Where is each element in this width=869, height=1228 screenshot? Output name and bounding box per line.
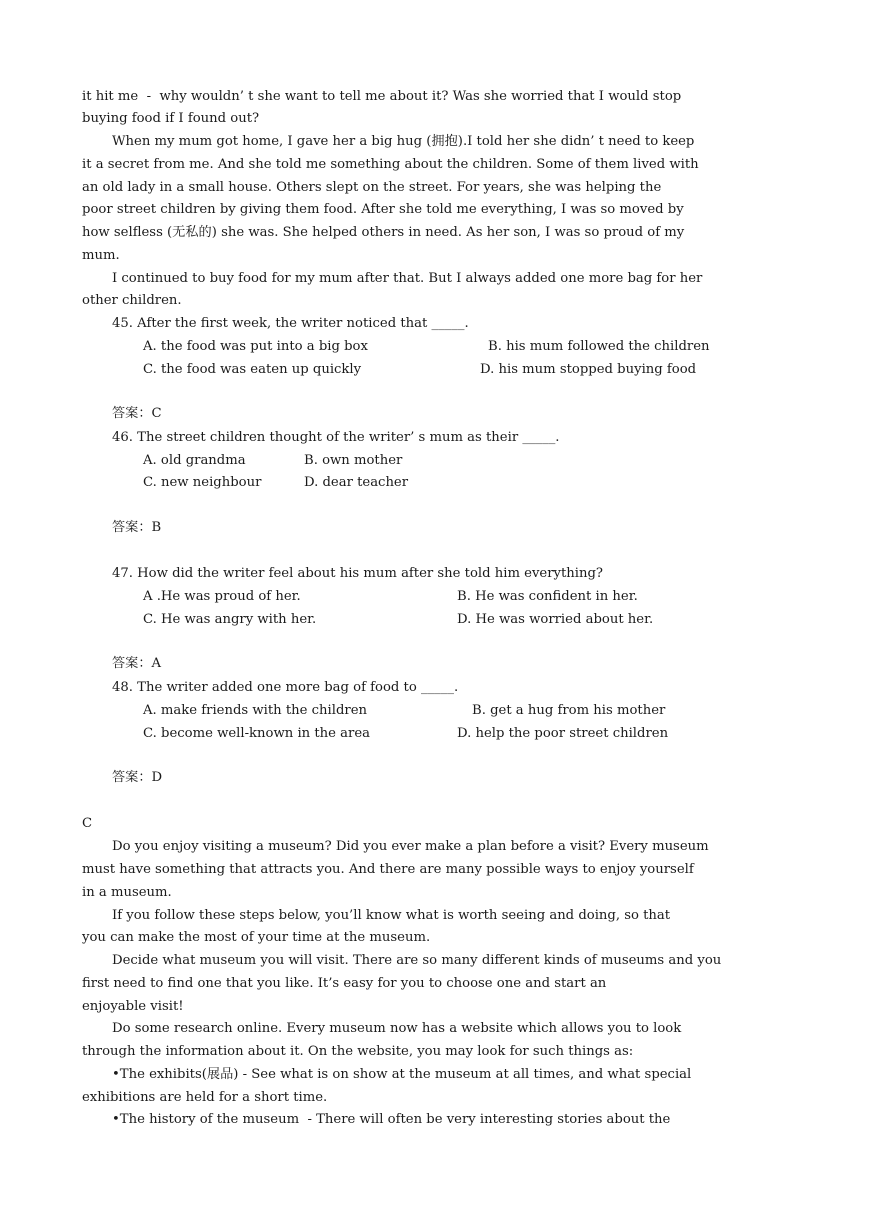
option-a: A. make friends with the children bbox=[143, 703, 368, 718]
passage-line: I continued to buy food for my mum after that. But I always added one more bag for her bbox=[112, 271, 703, 286]
option-b: B. He was confident in her. bbox=[457, 589, 638, 604]
passage-line: how selfless (无私的) she was. She helped others in need. As her son, I was so proud of my bbox=[82, 225, 685, 240]
passage-line: other children. bbox=[82, 293, 182, 308]
option-c: C. He was angry with her. bbox=[143, 612, 317, 627]
question-stem: 45. After the first week, the writer noticed that _____. bbox=[112, 316, 469, 331]
option-c: C. become well-known in the area bbox=[143, 726, 370, 741]
answer-label: 答案：D bbox=[112, 770, 163, 785]
passage-line: it hit me - why wouldn’ t she want to tell me about it? Was she worried that I would stop bbox=[82, 89, 682, 104]
option-a: A. the food was put into a big box bbox=[143, 339, 368, 354]
passage-line: you can make the most of your time at the museum. bbox=[82, 930, 431, 945]
passage-line: it a secret from me. And she told me something about the children. Some of them lived with bbox=[82, 157, 699, 172]
option-d: D. help the poor street children bbox=[457, 726, 669, 741]
passage-line: Do some research online. Every museum now has a website which allows you to look bbox=[112, 1021, 682, 1036]
option-d: D. his mum stopped buying food bbox=[480, 362, 697, 377]
passage-line: in a museum. bbox=[82, 885, 172, 900]
option-b: B. own mother bbox=[304, 453, 403, 468]
option-c: C. new neighbour bbox=[143, 475, 262, 490]
option-d: D. dear teacher bbox=[304, 475, 409, 490]
answer-label: 答案：A bbox=[112, 656, 162, 671]
section-heading: C bbox=[82, 816, 93, 831]
option-a: A. old grandma bbox=[143, 453, 246, 468]
answer-label: 答案：C bbox=[112, 406, 162, 421]
passage-line: mum. bbox=[82, 248, 120, 263]
option-b: B. his mum followed the children bbox=[488, 339, 710, 354]
question-stem: 48. The writer added one more bag of food to _____. bbox=[112, 680, 459, 695]
option-a: A .He was proud of her. bbox=[143, 589, 301, 604]
passage-line: Do you enjoy visiting a museum? Did you ever make a plan before a visit? Every museum bbox=[112, 839, 709, 854]
passage-line: must have something that attracts you. And there are many possible ways to enjoy yourself bbox=[82, 862, 694, 877]
passage-line: If you follow these steps below, you’ll know what is worth seeing and doing, so that bbox=[112, 908, 671, 923]
question-stem: 47. How did the writer feel about his mum after she told him everything? bbox=[112, 566, 603, 581]
passage-line: poor street children by giving them food. After she told me everything, I was so moved by bbox=[82, 202, 684, 217]
option-d: D. He was worried about her. bbox=[457, 612, 654, 627]
passage-line: •The history of the museum - There will often be very interesting stories about the bbox=[112, 1112, 671, 1127]
passage-line: When my mum got home, I gave her a big hug (拥抱).I told her she didn’ t need to keep bbox=[112, 134, 695, 149]
answer-label: 答案：B bbox=[112, 520, 162, 535]
passage-line: through the information about it. On the website, you may look for such things as: bbox=[82, 1044, 634, 1059]
passage-line: exhibitions are held for a short time. bbox=[82, 1090, 328, 1105]
passage-line: Decide what museum you will visit. There are so many different kinds of museums and you bbox=[112, 953, 722, 968]
question-stem: 46. The street children thought of the writer’ s mum as their _____. bbox=[112, 430, 560, 445]
option-b: B. get a hug from his mother bbox=[472, 703, 666, 718]
option-c: C. the food was eaten up quickly bbox=[143, 362, 362, 377]
passage-line: buying food if I found out? bbox=[82, 111, 260, 126]
passage-line: •The exhibits(展品) - See what is on show at the museum at all times, and what special bbox=[112, 1067, 692, 1082]
passage-line: first need to find one that you like. It’s easy for you to choose one and start an bbox=[82, 976, 607, 991]
passage-line: an old lady in a small house. Others slept on the street. For years, she was helping the bbox=[82, 180, 662, 195]
passage-line: enjoyable visit! bbox=[82, 999, 184, 1014]
